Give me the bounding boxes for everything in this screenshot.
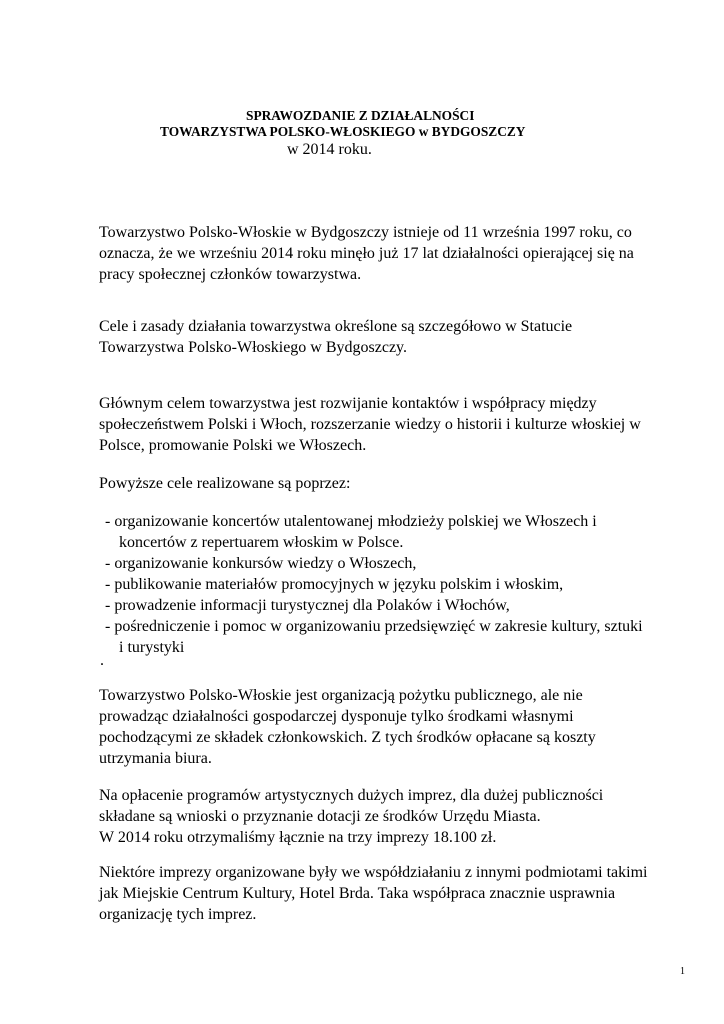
paragraph-line: pochodzącymi ze składek członkowskich. Z tych środków opłacane są koszty <box>99 729 596 746</box>
paragraph-line: społeczeństwem Polski i Włoch, rozszerzanie wiedzy o historii i kulturze włoskiej w <box>99 416 641 433</box>
goals-realized-intro <box>99 473 699 494</box>
paragraph-line: jak Miejskie Centrum Kultury, Hotel Brda. Taka współpraca znacznie usprawnia <box>99 885 616 902</box>
list-item: - pośredniczenie i pomoc w organizowaniu przedsięwzięć w zakresie kultury, sztuki <box>105 618 643 635</box>
paragraph-line: prowadząc działalności gospodarczej dysponuje tylko środkami własnymi <box>99 708 574 725</box>
paragraph-line: Głównym celem towarzystwa jest rozwijanie kontaktów i współpracy między <box>99 395 597 412</box>
paragraph-line: składane są wnioski o przyznanie dotacji ze środków Urzędu Miasta. <box>99 808 541 825</box>
report-title-line-1: SPRAWOZDANIE Z DZIAŁALNOŚCI <box>246 108 475 123</box>
report-year-line: w 2014 roku. <box>287 141 372 158</box>
list-item: - prowadzenie informacji turystycznej dla Polaków i Włochów, <box>105 597 510 614</box>
paragraph-line: Towarzystwo Polsko-Włoskie jest organizacją pożytku publicznego, ale nie <box>99 687 583 704</box>
cooperation-paragraph <box>99 862 699 925</box>
list-end-mark: . <box>100 652 104 669</box>
paragraph-line: Towarzystwo Polsko-Włoskie w Bydgoszczy istnieje od 11 września 1997 roku, co <box>99 224 632 241</box>
paragraph-line: Polsce, promowanie Polski we Włoszech. <box>99 437 367 454</box>
paragraph-line: oznacza, że we wrześniu 2014 roku minęło już 17 lat działalności opierającej się na <box>99 245 634 262</box>
paragraph-line: W 2014 roku otrzymaliśmy łącznie na trzy imprezy 18.100 zł. <box>99 829 497 846</box>
list-item: - organizowanie koncertów utalentowanej młodzieży polskiej we Włoszech i <box>105 513 597 530</box>
list-item: - organizowanie konkursów wiedzy o Włoszech, <box>105 555 417 572</box>
public-benefit-paragraph <box>99 685 699 769</box>
intro-paragraph <box>99 222 699 285</box>
page-number: 1 <box>680 966 685 977</box>
list-item-continuation: koncertów z repertuarem włoskim w Polsce. <box>119 534 404 551</box>
main-goal-paragraph <box>99 393 699 456</box>
grants-paragraph <box>99 785 699 848</box>
list-item-continuation: i turystyki <box>119 639 185 656</box>
paragraph-line: utrzymania biura. <box>99 750 212 767</box>
paragraph-line: Niektóre imprezy organizowane były we współdziałaniu z innymi podmiotami takimi <box>99 864 648 881</box>
paragraph-line: pracy społecznej członków towarzystwa. <box>99 266 362 283</box>
paragraph-line: Towarzystwa Polsko-Włoskiego w Bydgoszczy. <box>99 339 408 356</box>
paragraph-line: Cele i zasady działania towarzystwa określone są szczegółowo w Statucie <box>99 318 573 335</box>
report-title-line-2: TOWARZYSTWA POLSKO-WŁOSKIEGO w BYDGOSZCZY <box>160 124 526 139</box>
paragraph-line: Powyższe cele realizowane są poprzez: <box>99 475 351 492</box>
statute-paragraph <box>99 316 699 358</box>
paragraph-line: Na opłacenie programów artystycznych dużych imprez, dla dużej publiczności <box>99 787 604 804</box>
paragraph-line: organizację tych imprez. <box>99 906 257 923</box>
list-item: - publikowanie materiałów promocyjnych w języku polskim i włoskim, <box>105 576 564 593</box>
activities-list <box>99 511 699 658</box>
